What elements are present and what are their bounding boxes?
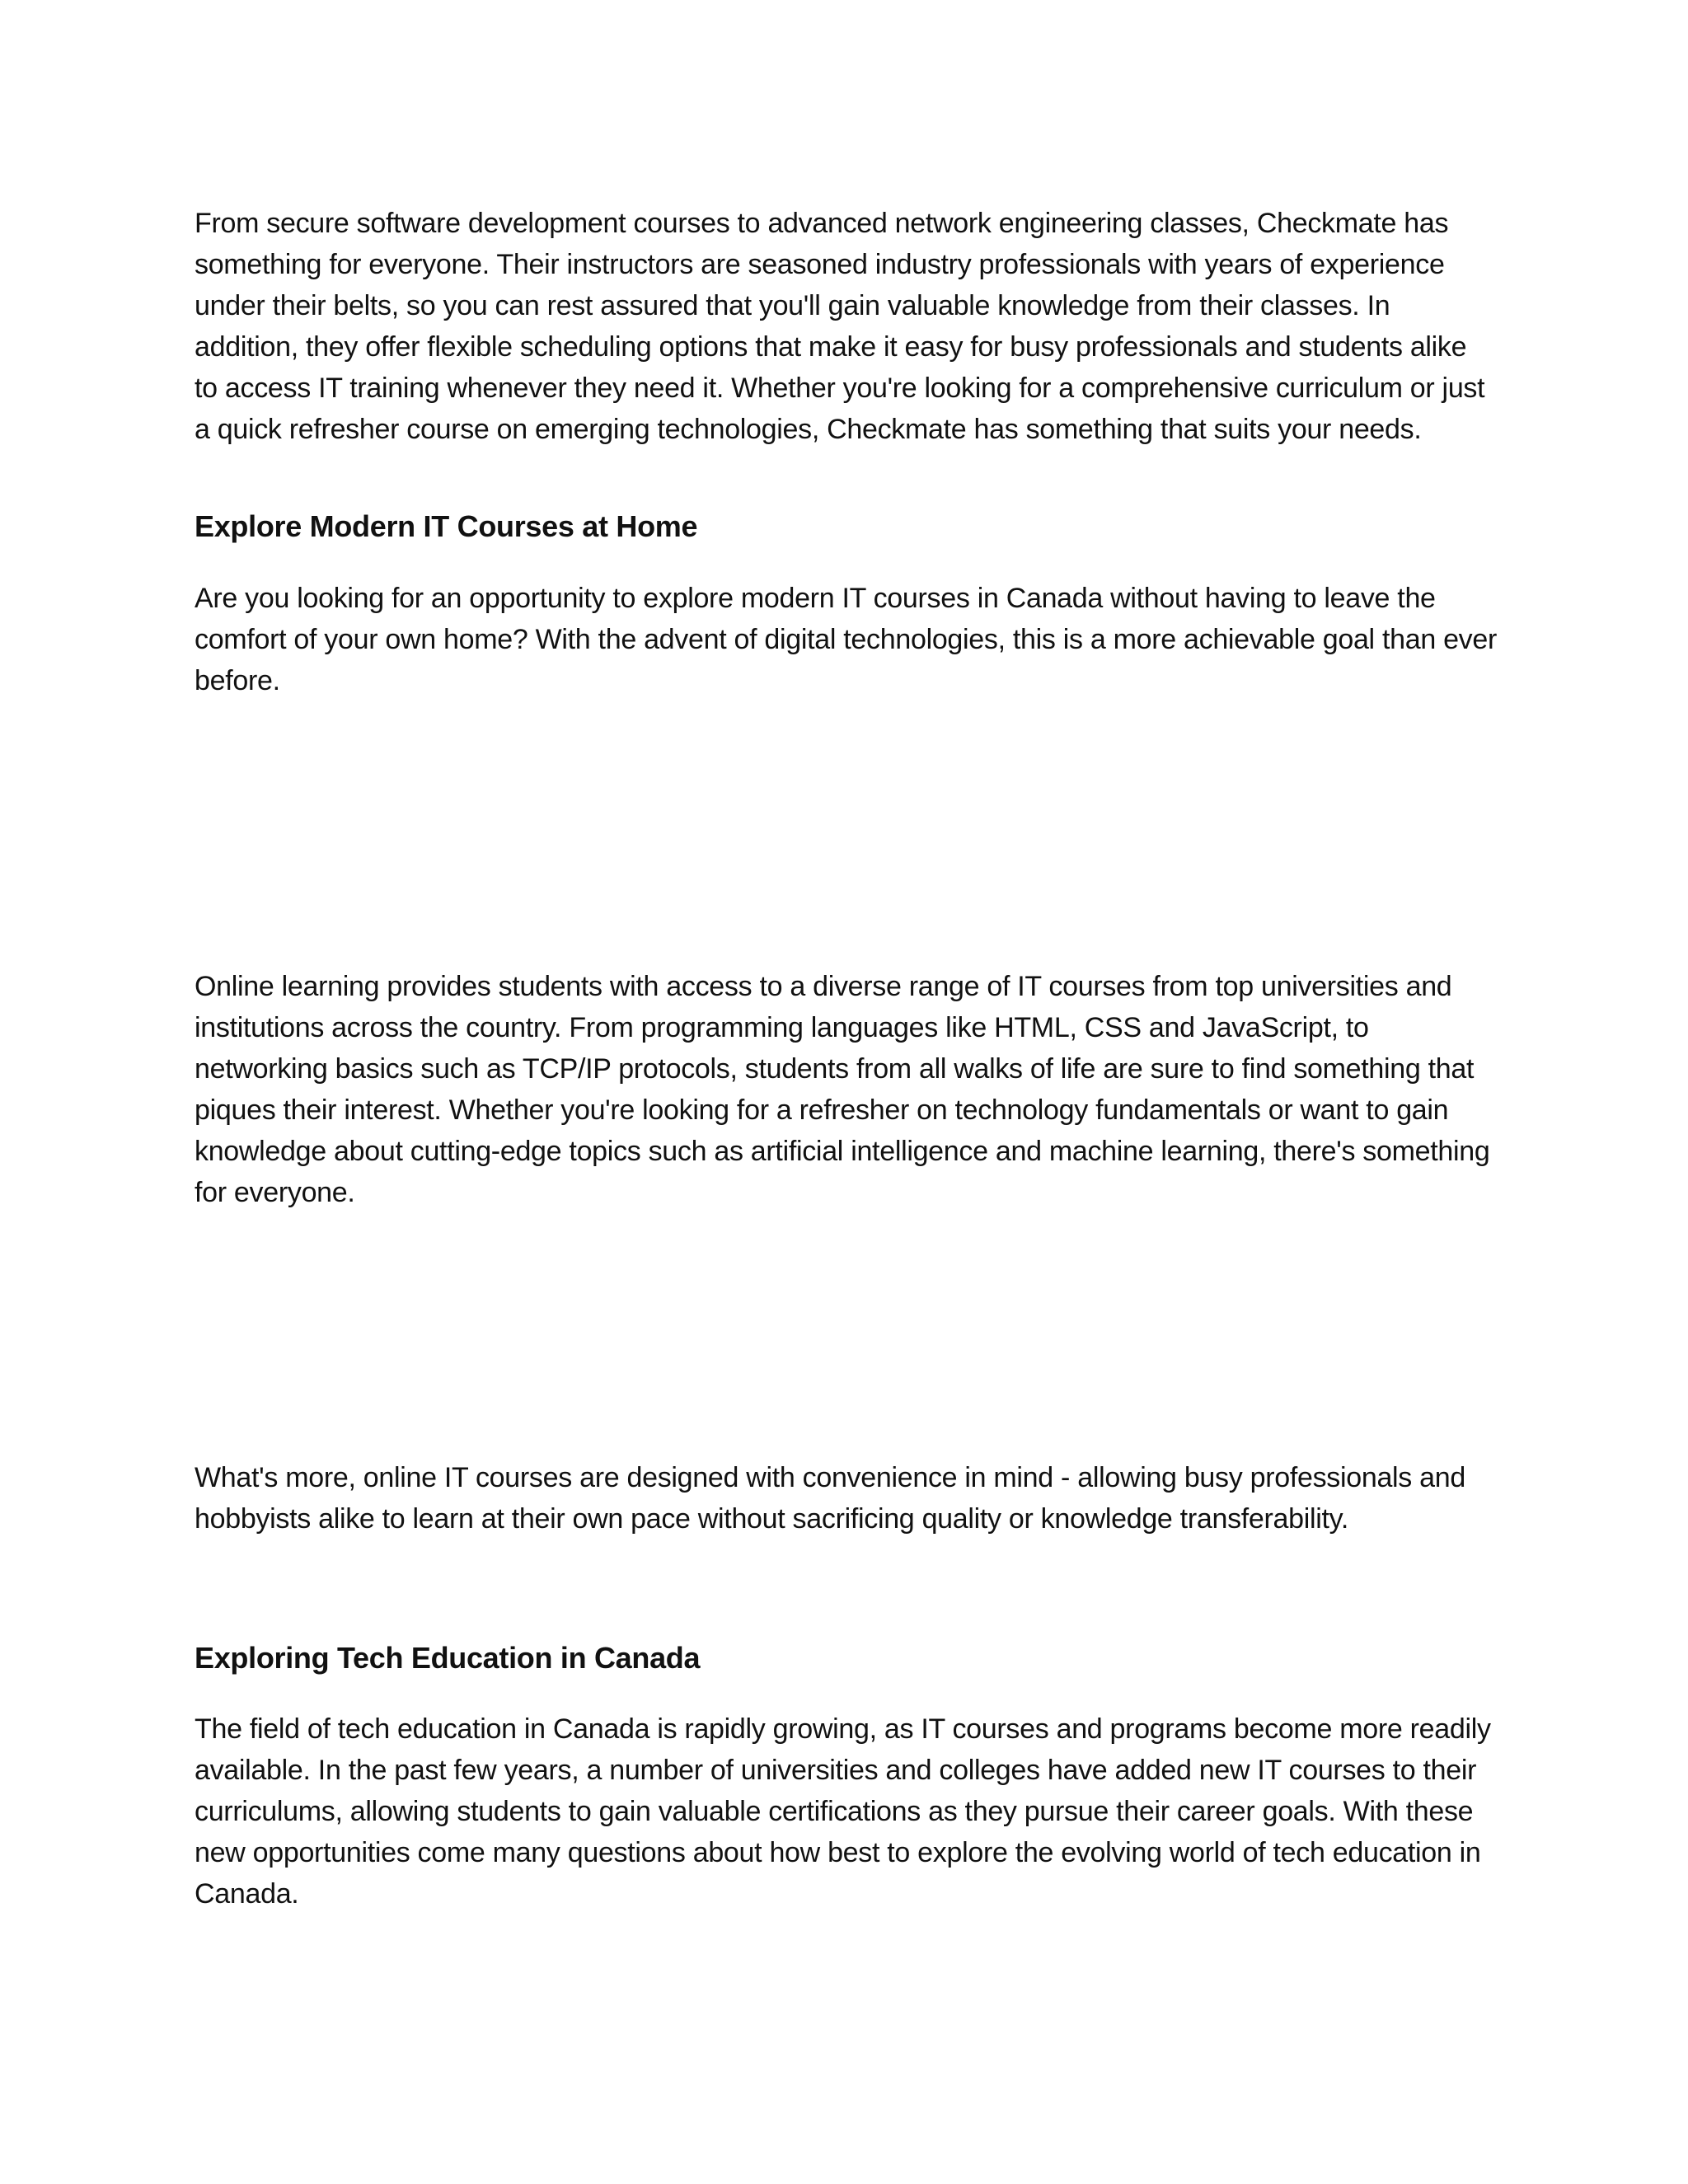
paragraph-tech-education-canada: The field of tech education in Canada is rapidly growing, as IT courses and programs become more readily available. In the past few years, a number of universities and colleges have added new IT courses to their curriculums, allowing students to gain valuable certifications as they pursue their career goals. With these new opportunities come many questions about how best to explore the evolving world of tech education in Canada. <box>195 1713 1491 1910</box>
heading-exploring-tech-education: Exploring Tech Education in Canada <box>195 1641 701 1675</box>
paragraph-online-learning: Online learning provides students with access to a diverse range of IT courses from top universities and institutions across the country. From programming languages like HTML, CSS and JavaScript, to networking basics such as TCP/IP protocols, students from all walks of life are sure to find something that piques their interest. Whether you're looking for a refresher on technology fundamentals or want to gain knowledge about cutting-edge topics such as artificial intelligence and machine learning, there's something for everyone. <box>195 971 1490 1208</box>
paragraph-explore-intro: Are you looking for an opportunity to explore modern IT courses in Canada without having to leave the comfort of your own home? With the advent of digital technologies, this is a more achievable goal than ever before. <box>195 583 1498 696</box>
paragraph-checkmate-courses: From secure software development courses to advanced network engineering classes, Checkmate has something for everyone. Their instructors are seasoned industry professionals with years of experience under their belts, so you can rest assured that you'll gain valuable knowledge from their classes. In addition, they offer flexible scheduling options that make it easy for busy professionals and students alike to access IT training whenever they need it. Whether you're looking for a comprehensive curriculum or just a quick refresher course on emerging technologies, Checkmate has something that suits your needs. <box>195 208 1485 445</box>
paragraph-convenience: What's more, online IT courses are designed with convenience in mind - allowing busy professionals and hobbyists alike to learn at their own pace without sacrificing quality or knowledge transferability. <box>195 1462 1465 1535</box>
heading-explore-modern-it-courses: Explore Modern IT Courses at Home <box>195 509 698 543</box>
